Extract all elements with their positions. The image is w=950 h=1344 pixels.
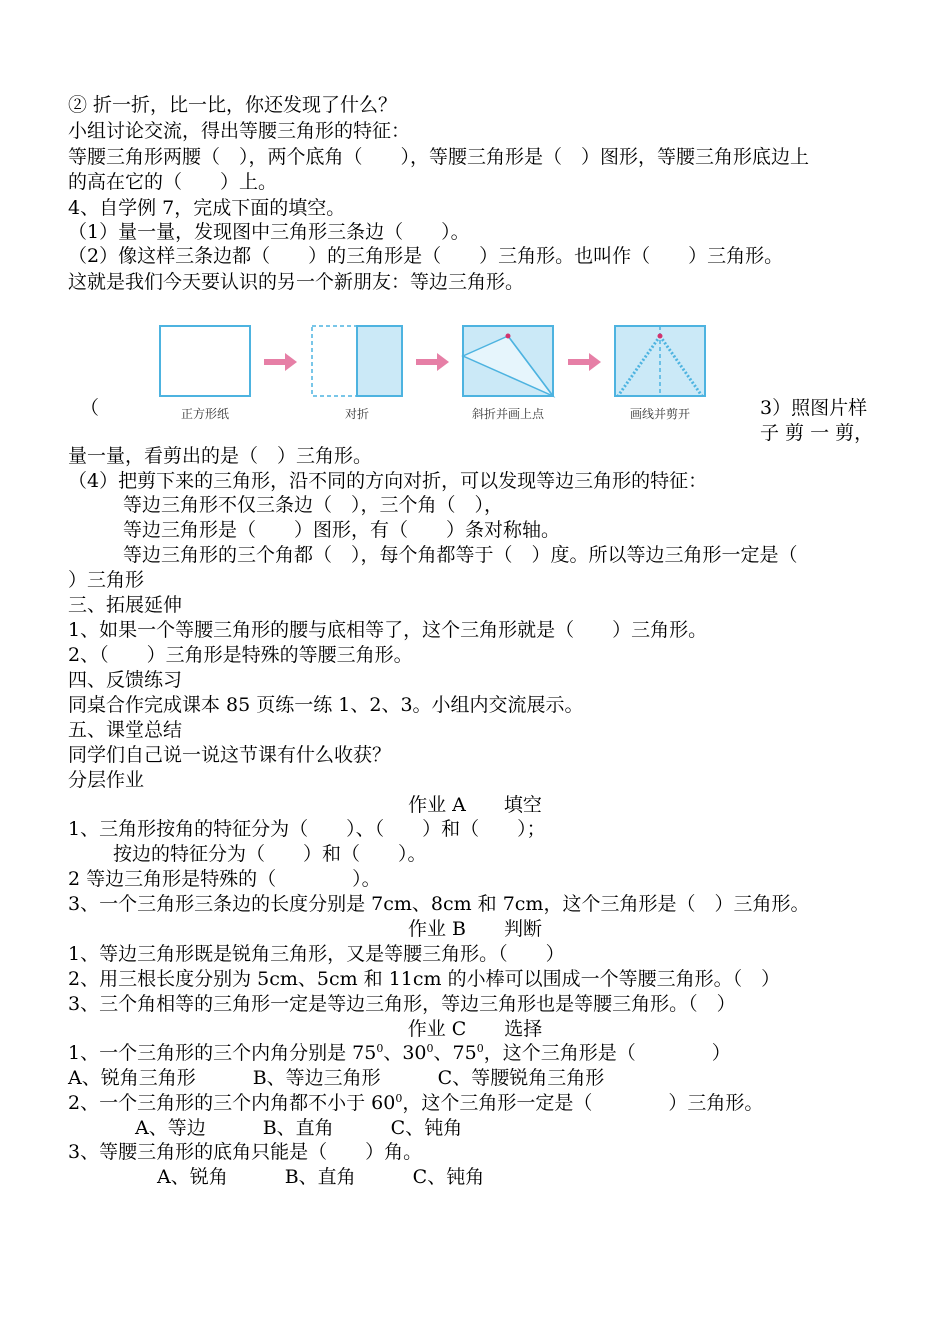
degree-superscript: 0 [395, 1092, 403, 1105]
text-line: 3、等腰三角形的底角只能是（ ）角。 [68, 1141, 423, 1163]
arrow-right-icon [416, 353, 449, 371]
folding-steps-svg [150, 318, 720, 428]
text-line: ② 折一折，比一比，你还发现了什么？ [68, 94, 398, 116]
text-line: A、等边 B、直角 C、钝角 [135, 1117, 463, 1139]
text-line [68, 1091, 763, 1115]
marked-point [658, 334, 663, 339]
homework-heading: 作业 A 填空 [408, 794, 542, 816]
text-line: 的高在它的（ ）上。 [68, 171, 278, 193]
text-line: 同学们自己说一说这节课有什么收获？ [68, 744, 392, 766]
text-line: （ [80, 397, 100, 419]
homework-heading: 作业 C 选择 [407, 1018, 543, 1040]
text-line: 3、三个角相等的三角形一定是等边三角形，等边三角形也是等腰三角形。（ ） [68, 993, 736, 1015]
homework-heading: 作业 B 判断 [407, 918, 542, 940]
text-line: 4、自学例 7，完成下面的填空。 [68, 197, 346, 219]
text-line: 等腰三角形两腰（ ），两个底角（ ），等腰三角形是（ ）图形，等腰三角形底边上 [68, 146, 810, 168]
text-fragment: 2、一个三角形的三个内角都不小于 60 [68, 1092, 396, 1114]
text-line: 3、一个三角形三条边的长度分别是 7cm、8cm 和 7cm，这个三角形是（ ）三角形。 [68, 893, 810, 915]
step-label: 斜折并画上点 [471, 407, 545, 421]
text-fragment: 1、一个三角形的三个内角分别是 75 [68, 1042, 377, 1064]
marked-point [506, 334, 511, 339]
section-heading: 四、反馈练习 [68, 669, 183, 691]
arrow-right-icon [264, 353, 297, 371]
text-line: A、锐角三角形 B、等边三角形 C、等腰锐角三角形 [68, 1067, 605, 1089]
text-fragment: 、75 [433, 1042, 477, 1064]
text-fragment: 、30 [383, 1042, 427, 1064]
text-line: 子 剪 一 剪， [760, 422, 874, 444]
text-line: （1）量一量，发现图中三角形三条边（ ）。 [68, 221, 470, 243]
text-line: 2、（ ）三角形是特殊的等腰三角形。 [68, 644, 413, 666]
step-label: 画线并剪开 [629, 407, 691, 421]
text-line [68, 1041, 731, 1065]
text-line: A、锐角 B、直角 C、钝角 [157, 1166, 485, 1188]
text-line: （2）像这样三条边都（ ）的三角形是（ ）三角形。也叫作（ ）三角形。 [68, 245, 784, 267]
text-line: ）三角形 [68, 569, 145, 591]
text-line: 按边的特征分为（ ）和（ ）。 [113, 843, 427, 865]
text-line: 小组讨论交流，得出等腰三角形的特征： [68, 120, 411, 142]
text-line: 1、三角形按角的特征分为（ ）、（ ）和（ ）； [68, 818, 546, 840]
text-line: 2、用三根长度分别为 5cm、5cm 和 11cm 的小棒可以围成一个等腰三角形。（ ） [68, 968, 781, 990]
folding-steps-figure [150, 318, 720, 428]
section-heading: 分层作业 [68, 769, 145, 791]
degree-superscript: 0 [476, 1042, 484, 1055]
text-line: 1、等边三角形既是锐角三角形，又是等腰三角形。（ ） [68, 943, 565, 965]
text-line: 等边三角形的三个角都（ ），每个角都等于（ ）度。所以等边三角形一定是（ [123, 544, 798, 566]
text-line: 3）照图片样 [760, 397, 868, 419]
text-line: 等边三角形是（ ）图形，有（ ）条对称轴。 [123, 519, 561, 541]
square-paper [160, 326, 250, 396]
text-line: （4）把剪下来的三角形，沿不同的方向对折，可以发现等边三角形的特征： [68, 470, 708, 492]
text-line: 量一量，看剪出的是（ ）三角形。 [68, 445, 373, 467]
step-label: 对折 [344, 407, 370, 421]
degree-superscript: 0 [376, 1042, 384, 1055]
folded-paper-half [357, 326, 402, 396]
section-heading: 三、拓展延伸 [68, 594, 183, 616]
text-line: 同桌合作完成课本 85 页练一练 1、2、3。小组内交流展示。 [68, 694, 584, 716]
degree-superscript: 0 [426, 1042, 434, 1055]
text-line: 1、如果一个等腰三角形的腰与底相等了，这个三角形就是（ ）三角形。 [68, 619, 708, 641]
text-line: 这就是我们今天要认识的另一个新朋友：等边三角形。 [68, 271, 525, 293]
text-line: 2 等边三角形是特殊的（ ）。 [68, 868, 381, 890]
section-heading: 五、课堂总结 [68, 719, 183, 741]
arrow-right-icon [568, 353, 601, 371]
text-line: 等边三角形不仅三条边（ ），三个角（ ）， [123, 494, 504, 516]
text-fragment: ，这个三角形是（ ） [483, 1042, 731, 1064]
step-label: 正方形纸 [180, 407, 230, 421]
text-fragment: ，这个三角形一定是（ ）三角形。 [402, 1092, 764, 1114]
